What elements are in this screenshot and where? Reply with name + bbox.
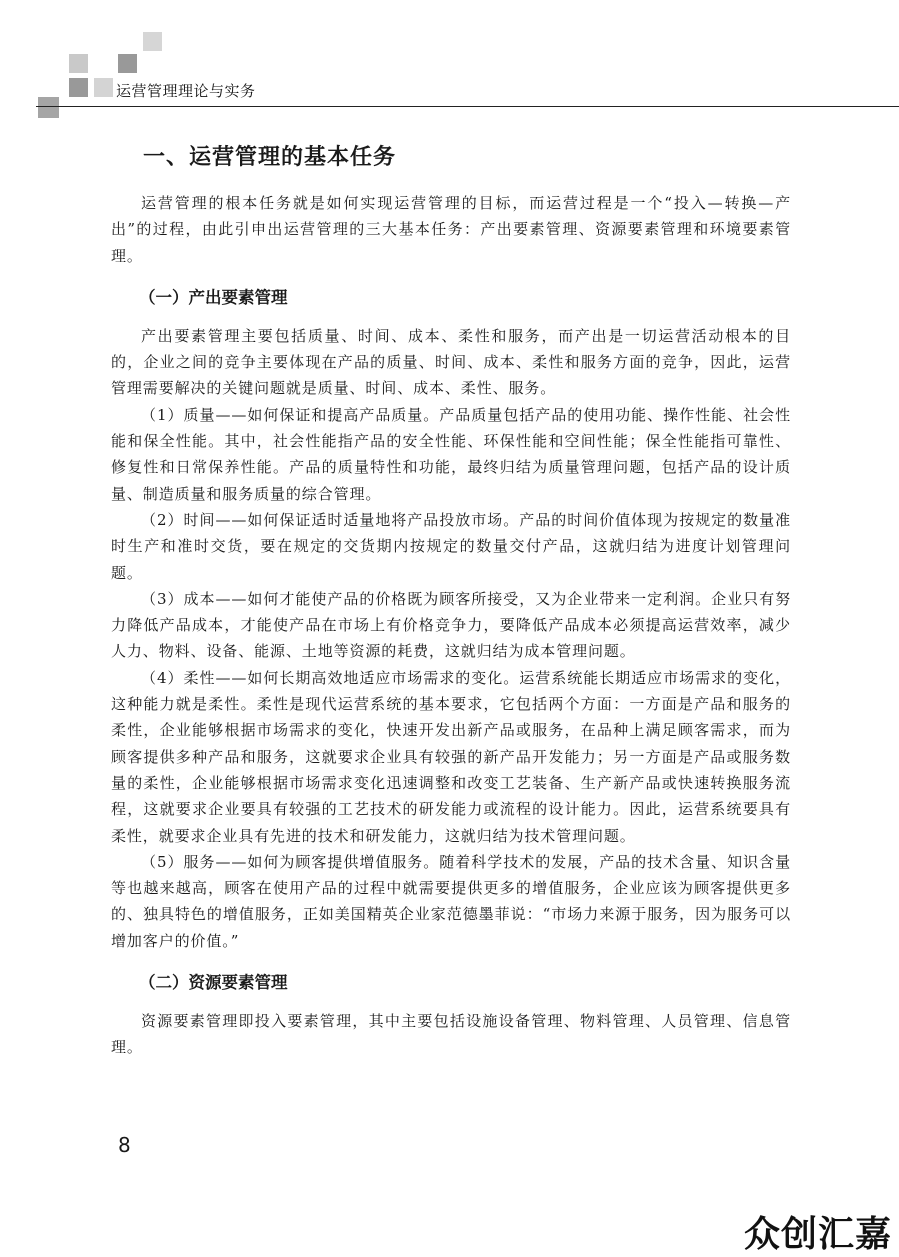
paragraph: 产出要素管理主要包括质量、时间、成本、柔性和服务，而产出是一切运营活动根本的目的，企业之间的竞争主要体现在产品的质量、时间、成本、柔性和服务方面的竞争，因此，运营管理需要解决的关键问题就是质量、时间、成本、柔性、服务。 xyxy=(111,326,791,398)
page-number: 8 xyxy=(118,1133,131,1157)
watermark-logo: 众创汇嘉 xyxy=(744,1214,893,1255)
subsection-heading-output: （一）产出要素管理 xyxy=(139,287,288,307)
paragraph: 资源要素管理即投入要素管理，其中主要包括设施设备管理、物料管理、人员管理、信息管理。 xyxy=(111,1012,791,1057)
header-decoration-square xyxy=(38,97,59,118)
header-rule xyxy=(36,106,899,107)
header-decoration-square xyxy=(118,54,137,73)
header-decoration-square xyxy=(69,54,88,73)
subsection-heading-resource: （二）资源要素管理 xyxy=(139,973,288,993)
section-intro-paragraph: 运营管理的根本任务就是如何实现运营管理的目标，而运营过程是一个“投入—转换—产出”的过程，由此引申出运营管理的三大基本任务：产出要素管理、资源要素管理和环境要素管理。 xyxy=(111,194,791,265)
header-decoration-square xyxy=(69,78,88,97)
paragraph: （5）服务——如何为顾客提供增值服务。随着科学技术的发展，产品的技术含量、知识含量等也越来越高，顾客在使用产品的过程中就需要提供更多的增值服务，企业应该为顾客提供更多的、独具特色的增值服务，正如美国精英企业家范德墨菲说：“市场力来源于服务，因为服务可以增加客户的价值。” xyxy=(111,852,791,950)
header-decoration-square xyxy=(94,78,113,97)
running-header-title: 运营管理理论与实务 xyxy=(116,82,256,100)
paragraph: （2）时间——如何保证适时适量地将产品投放市场。产品的时间价值体现为按规定的数量准时生产和准时交货，要在规定的交货期内按规定的数量交付产品，这就归结为进度计划管理问题。 xyxy=(111,510,791,582)
page-body xyxy=(111,138,791,1061)
header-decoration-square xyxy=(143,32,162,51)
paragraph: （1）质量——如何保证和提高产品质量。产品质量包括产品的使用功能、操作性能、社会性能和保全性能。其中，社会性能指产品的安全性能、环保性能和空间性能；保全性能指可靠性、修复性和日常保养性能。产品的质量特性和功能，最终归结为质量管理问题，包括产品的设计质量、制造质量和服务质量的综合管理。 xyxy=(111,405,791,503)
paragraph: （4）柔性——如何长期高效地适应市场需求的变化。运营系统能长期适应市场需求的变化，这种能力就是柔性。柔性是现代运营系统的基本要求，它包括两个方面：一方面是产品和服务的柔性，企业能够根据市场需求的变化，快速开发出新产品或服务，在品种上满足顾客需求，而为顾客提供多种产品和服务，这就要求企业具有较强的新产品开发能力；另一方面是产品或服务数量的柔性，企业能够根据市场需求变化迅速调整和改变工艺装备、生产新产品或快速转换服务流程，这就要求企业要具有较强的工艺技术的研发能力或流程的设计能力。因此，运营系统要具有柔性，就要求企业具有先进的技术和研发能力，这就归结为技术管理问题。 xyxy=(111,668,791,845)
paragraph: （3）成本——如何才能使产品的价格既为顾客所接受，又为企业带来一定利润。企业只有努力降低产品成本，才能使产品在市场上有价格竞争力，要降低产品成本必须提高运营效率，减少人力、物料、设备、能源、土地等资源的耗费，这就归结为成本管理问题。 xyxy=(111,589,791,661)
section-heading: 一、运营管理的基本任务 xyxy=(143,145,397,170)
